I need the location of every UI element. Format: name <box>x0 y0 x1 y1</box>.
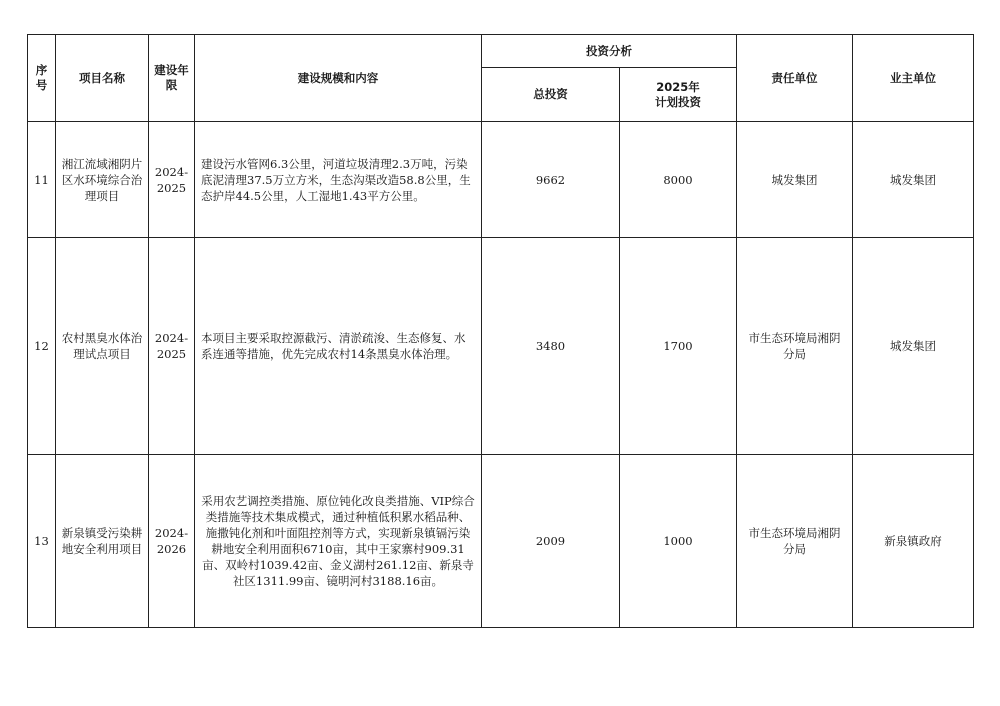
header-seq: 序号 <box>28 35 56 122</box>
cell-seq: 12 <box>28 238 56 455</box>
cell-total-investment: 3480 <box>482 238 620 455</box>
cell-period: 2024-2025 <box>149 122 195 238</box>
cell-scale: 本项目主要采取控源截污、清淤疏浚、生态修复、水系连通等措施，优先完成农村14条黑臭水体治理。 <box>195 238 482 455</box>
header-responsible: 责任单位 <box>737 35 853 122</box>
cell-period: 2024-2025 <box>149 238 195 455</box>
cell-project-name: 新泉镇受污染耕地安全利用项目 <box>56 455 149 628</box>
cell-responsible: 城发集团 <box>737 122 853 238</box>
table-row <box>28 238 974 455</box>
cell-seq: 11 <box>28 122 56 238</box>
header-total-investment: 总投资 <box>482 68 620 122</box>
cell-period: 2024-2026 <box>149 455 195 628</box>
table-row <box>28 122 974 238</box>
cell-project-name: 农村黑臭水体治理试点项目 <box>56 238 149 455</box>
cell-seq: 13 <box>28 455 56 628</box>
cell-project-name: 湘江流域湘阴片区水环境综合治理项目 <box>56 122 149 238</box>
cell-owner: 新泉镇政府 <box>853 455 974 628</box>
cell-scale: 采用农艺调控类措施、原位钝化改良类措施、VIP综合类措施等技术集成模式，通过种植低积累水稻品种、施撒钝化剂和叶面阻控剂等方式，实现新泉镇镉污染耕地安全利用面积6710亩，其中王家寨村909.31亩、双岭村1039.42亩、金义湖村261.12亩、新泉寺社区1311.99亩、镜明河村3188.16亩。 <box>195 455 482 628</box>
header-plan-2025: 2025年计划投资 <box>620 68 737 122</box>
header-scale: 建设规模和内容 <box>195 35 482 122</box>
header-project-name: 项目名称 <box>56 35 149 122</box>
cell-plan-2025: 1000 <box>620 455 737 628</box>
cell-owner: 城发集团 <box>853 122 974 238</box>
cell-scale: 建设污水管网6.3公里，河道垃圾清理2.3万吨，污染底泥清理37.5万立方米，生态沟渠改造58.8公里，生态护岸44.5公里，人工湿地1.43平方公里。 <box>195 122 482 238</box>
cell-plan-2025: 1700 <box>620 238 737 455</box>
cell-plan-2025: 8000 <box>620 122 737 238</box>
cell-responsible: 市生态环境局湘阴分局 <box>737 455 853 628</box>
project-table <box>27 34 974 628</box>
header-owner: 业主单位 <box>853 35 974 122</box>
cell-responsible: 市生态环境局湘阴分局 <box>737 238 853 455</box>
cell-total-investment: 9662 <box>482 122 620 238</box>
header-investment: 投资分析 <box>482 35 737 68</box>
header-period: 建设年限 <box>149 35 195 122</box>
cell-total-investment: 2009 <box>482 455 620 628</box>
cell-owner: 城发集团 <box>853 238 974 455</box>
table-row <box>28 455 974 628</box>
